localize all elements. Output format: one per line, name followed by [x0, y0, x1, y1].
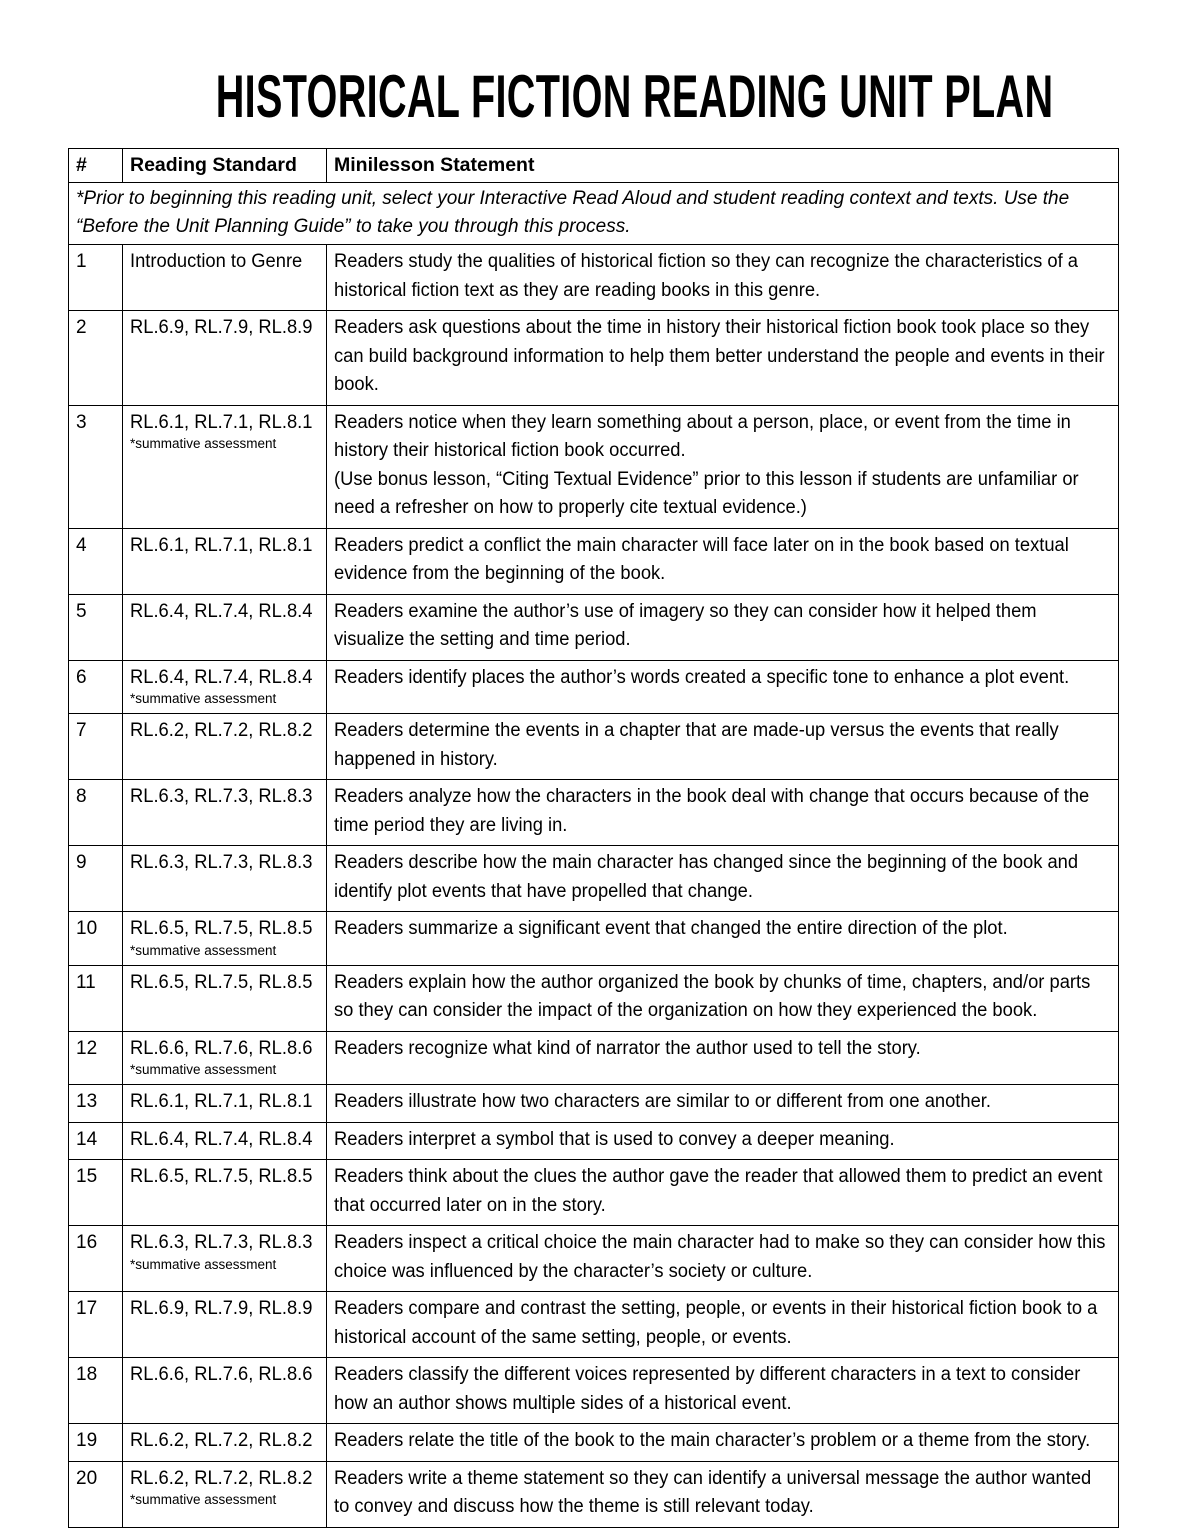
row-number: 12 — [69, 1031, 123, 1085]
summative-assessment-note: *summative assessment — [130, 1062, 277, 1077]
reading-standard-text: RL.6.6, RL.7.6, RL.8.6 — [130, 1037, 313, 1059]
reading-standard-text: RL.6.3, RL.7.3, RL.8.3 — [130, 852, 313, 873]
table-row — [69, 1424, 1119, 1462]
row-number: 2 — [69, 311, 123, 406]
row-number: 10 — [69, 912, 123, 966]
table-row — [69, 245, 1119, 311]
minilesson-statement-cell — [327, 660, 1119, 714]
minilesson-statement-text: Readers predict a conflict the main character will face later on in the book based on textual evidence from the beginning of the book. — [334, 534, 1069, 584]
minilesson-statement-text: Readers explain how the author organized the book by chunks of time, chapters, and/or parts so they can consider the impact of the organization on how they experienced the book. — [334, 971, 1091, 1021]
reading-standard-text: RL.6.4, RL.7.4, RL.8.4 — [130, 600, 313, 622]
minilesson-statement-cell — [327, 1160, 1119, 1226]
minilesson-statement-text: Readers recognize what kind of narrator the author used to tell the story. — [334, 1037, 921, 1059]
reading-standard-cell — [123, 1031, 327, 1085]
row-number: 7 — [69, 714, 123, 780]
table-row — [69, 1122, 1119, 1160]
row-number: 15 — [69, 1160, 123, 1226]
minilesson-statement-text: Readers examine the author’s use of imagery so they can consider how it helped them visualize the setting and time period. — [334, 600, 1037, 650]
table-row — [69, 1031, 1119, 1085]
reading-standard-text: RL.6.3, RL.7.3, RL.8.3 — [130, 1232, 313, 1253]
row-number: 6 — [69, 660, 123, 714]
minilesson-statement-cell — [327, 245, 1119, 311]
table-row — [69, 1461, 1119, 1527]
minilesson-statement-text: Readers study the qualities of historical fiction so they can recognize the characteristics of a historical fiction text as they are reading books in this genre. — [334, 251, 1078, 301]
reading-standard-text: RL.6.2, RL.7.2, RL.8.2 — [130, 1467, 313, 1489]
row-number: 20 — [69, 1461, 123, 1527]
reading-standard-text: RL.6.5, RL.7.5, RL.8.5 — [130, 971, 313, 993]
minilesson-statement-text: Readers compare and contrast the setting, people, or events in their historical fiction book to a historical account of the same setting, people, or events. — [334, 1298, 1098, 1348]
table-body — [69, 149, 1119, 1528]
reading-standard-text: RL.6.5, RL.7.5, RL.8.5 — [130, 918, 313, 939]
reading-standard-text: RL.6.1, RL.7.1, RL.8.1 — [130, 1091, 313, 1112]
minilesson-statement-text: Readers determine the events in a chapter that are made-up versus the events that really happened in history. — [334, 720, 1059, 770]
reading-standard-cell — [123, 714, 327, 780]
minilesson-statement-text: Readers ask questions about the time in history their historical fiction book took place so they can build background information to help them better understand the people and events in their book. — [334, 317, 1105, 395]
table-row — [69, 594, 1119, 660]
summative-assessment-note: *summative assessment — [130, 1256, 277, 1272]
row-number: 9 — [69, 846, 123, 912]
reading-standard-text: RL.6.1, RL.7.1, RL.8.1 — [130, 411, 313, 433]
reading-standard-cell — [123, 1160, 327, 1226]
reading-standard-text: RL.6.4, RL.7.4, RL.8.4 — [130, 666, 313, 688]
reading-standard-cell — [123, 1292, 327, 1358]
reading-standard-cell — [123, 1424, 327, 1462]
minilesson-statement-cell — [327, 1424, 1119, 1462]
minilesson-statement-text: Readers identify places the author’s words created a specific tone to enhance a plot event. — [334, 666, 1070, 688]
table-row — [69, 780, 1119, 846]
minilesson-statement-cell — [327, 1358, 1119, 1424]
reading-standard-cell — [123, 1461, 327, 1527]
table-row — [69, 846, 1119, 912]
minilesson-statement-cell — [327, 1292, 1119, 1358]
minilesson-statement-text: Readers relate the title of the book to the main character’s problem or a theme from the story. — [334, 1430, 1091, 1451]
row-number: 11 — [69, 965, 123, 1031]
table-row — [69, 1358, 1119, 1424]
table-row — [69, 1292, 1119, 1358]
reading-standard-text: RL.6.9, RL.7.9, RL.8.9 — [130, 1298, 313, 1319]
reading-standard-text: RL.6.1, RL.7.1, RL.8.1 — [130, 534, 313, 556]
minilesson-statement-text: Readers inspect a critical choice the main character had to make so they can consider how this choice was influenced by the character’s society or culture. — [334, 1232, 1106, 1282]
minilesson-statement-text: Readers analyze how the characters in the book deal with change that occurs because of the time period they are living in. — [334, 786, 1090, 836]
minilesson-statement-cell — [327, 714, 1119, 780]
unit-plan-table — [68, 148, 1119, 1528]
table-header-row — [69, 149, 1119, 183]
row-number: 13 — [69, 1085, 123, 1123]
reading-standard-cell — [123, 846, 327, 912]
table-note-row — [69, 183, 1119, 245]
row-number: 18 — [69, 1358, 123, 1424]
row-number: 8 — [69, 780, 123, 846]
summative-assessment-note: *summative assessment — [130, 942, 277, 958]
reading-standard-cell — [123, 311, 327, 406]
table-row — [69, 965, 1119, 1031]
minilesson-statement-text: Readers classify the different voices represented by different characters in a text to consider how an author shows multiple sides of a historical event. — [334, 1364, 1081, 1414]
reading-standard-cell — [123, 405, 327, 528]
minilesson-statement-text: Readers notice when they learn something about a person, place, or event from the time in history their historical fiction book occurred. — [334, 411, 1071, 461]
minilesson-statement-cell — [327, 1461, 1119, 1527]
minilesson-statement-cell — [327, 1122, 1119, 1160]
reading-standard-text: RL.6.2, RL.7.2, RL.8.2 — [130, 720, 313, 741]
column-header-number: # — [69, 149, 123, 183]
minilesson-statement-text: Readers illustrate how two characters are similar to or different from one another. — [334, 1091, 991, 1112]
table-row — [69, 912, 1119, 966]
reading-standard-cell — [123, 660, 327, 714]
table-row — [69, 528, 1119, 594]
minilesson-statement-text: Readers write a theme statement so they can identify a universal message the author wanted to convey and discuss how the theme is still relevant today. — [334, 1467, 1092, 1517]
minilesson-statement-text: Readers think about the clues the author gave the reader that allowed them to predict an event that occurred later on in the story. — [334, 1166, 1103, 1216]
minilesson-statement-cell — [327, 528, 1119, 594]
minilesson-statement-text: Readers describe how the main character has changed since the beginning of the book and identify plot events that have propelled that change. — [334, 852, 1079, 902]
minilesson-statement-cell — [327, 311, 1119, 406]
minilesson-statement-note: (Use bonus lesson, “Citing Textual Evidence” prior to this lesson if students are unfamiliar or need a refresher on how to properly cite textual evidence.) — [334, 468, 1079, 518]
minilesson-statement-cell — [327, 1085, 1119, 1123]
minilesson-statement-cell — [327, 1031, 1119, 1085]
table-row — [69, 1226, 1119, 1292]
reading-standard-cell — [123, 528, 327, 594]
summative-assessment-note: *summative assessment — [130, 436, 277, 451]
minilesson-statement-cell — [327, 912, 1119, 966]
minilesson-statement-cell — [327, 780, 1119, 846]
reading-standard-cell — [123, 1122, 327, 1160]
row-number: 17 — [69, 1292, 123, 1358]
unit-prep-note: *Prior to beginning this reading unit, select your Interactive Read Aloud and student reading context and texts. Use the “Before the Unit Planning Guide” to take you through this process. — [69, 183, 1119, 245]
reading-standard-cell — [123, 912, 327, 966]
minilesson-statement-cell — [327, 594, 1119, 660]
row-number: 3 — [69, 405, 123, 528]
page-title: HISTORICAL FICTION READING UNIT PLAN — [215, 63, 1054, 130]
summative-assessment-note: *summative assessment — [130, 1492, 277, 1507]
reading-standard-cell — [123, 780, 327, 846]
row-number: 16 — [69, 1226, 123, 1292]
reading-standard-text: RL.6.4, RL.7.4, RL.8.4 — [130, 1128, 313, 1150]
row-number: 4 — [69, 528, 123, 594]
summative-assessment-note: *summative assessment — [130, 691, 277, 706]
row-number: 19 — [69, 1424, 123, 1462]
table-row — [69, 1085, 1119, 1123]
table-row — [69, 660, 1119, 714]
column-header-reading-standard: Reading Standard — [123, 149, 327, 183]
table-row — [69, 714, 1119, 780]
reading-standard-cell — [123, 1358, 327, 1424]
table-row — [69, 311, 1119, 406]
reading-standard-text: RL.6.6, RL.7.6, RL.8.6 — [130, 1364, 313, 1385]
reading-standard-text: RL.6.9, RL.7.9, RL.8.9 — [130, 317, 313, 338]
reading-standard-cell — [123, 1226, 327, 1292]
minilesson-statement-cell — [327, 965, 1119, 1031]
minilesson-statement-cell — [327, 405, 1119, 528]
reading-standard-text: RL.6.5, RL.7.5, RL.8.5 — [130, 1166, 313, 1187]
row-number: 1 — [69, 245, 123, 311]
table-row — [69, 405, 1119, 528]
reading-standard-cell — [123, 594, 327, 660]
page-title-wrap — [0, 63, 1187, 130]
reading-standard-cell — [123, 965, 327, 1031]
reading-standard-text: RL.6.2, RL.7.2, RL.8.2 — [130, 1430, 313, 1451]
minilesson-statement-cell — [327, 846, 1119, 912]
reading-standard-cell — [123, 245, 327, 311]
column-header-minilesson-statement: Minilesson Statement — [327, 149, 1119, 183]
minilesson-statement-text: Readers summarize a significant event that changed the entire direction of the plot. — [334, 918, 1008, 939]
row-number: 14 — [69, 1122, 123, 1160]
table-row — [69, 1160, 1119, 1226]
reading-standard-text: RL.6.3, RL.7.3, RL.8.3 — [130, 786, 313, 807]
row-number: 5 — [69, 594, 123, 660]
minilesson-statement-cell — [327, 1226, 1119, 1292]
reading-standard-text: Introduction to Genre — [130, 251, 303, 272]
minilesson-statement-text: Readers interpret a symbol that is used to convey a deeper meaning. — [334, 1128, 895, 1150]
reading-standard-cell — [123, 1085, 327, 1123]
